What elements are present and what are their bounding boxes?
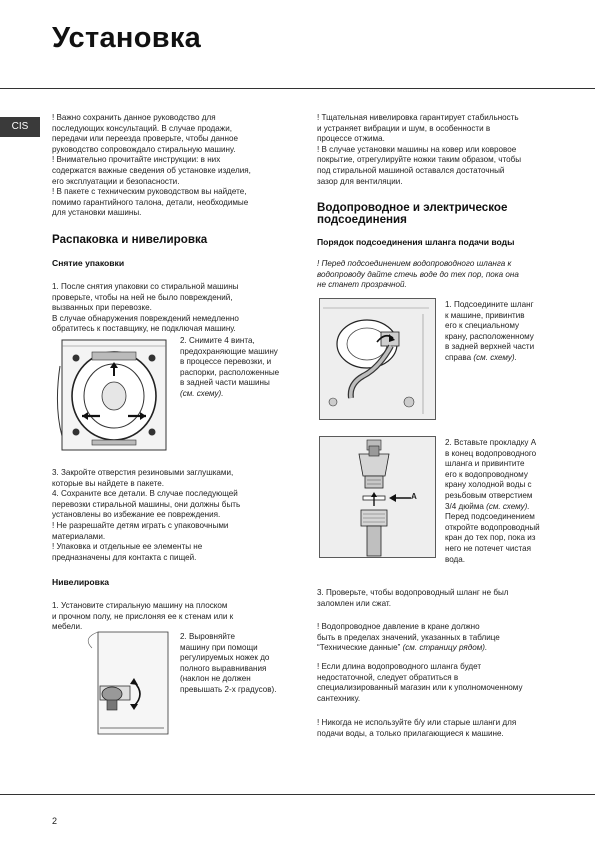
text-line: 3. Проверьте, чтобы водопроводный шланг не был bbox=[317, 588, 509, 597]
scheme-reference: (см. схему). bbox=[473, 352, 517, 362]
hose-step-3 bbox=[317, 588, 563, 609]
text-line: ! В пакете с техническим руководством вы найдете, bbox=[52, 187, 247, 197]
text-line: ! Внимательно прочитайте инструкции: в них bbox=[52, 155, 221, 165]
text-line: перевозки стиральной машины, они должны быть bbox=[52, 499, 241, 509]
text-line: распорки, расположенные bbox=[180, 367, 280, 377]
heading-water-electric-connections bbox=[317, 202, 563, 226]
level-step-2 bbox=[180, 632, 305, 696]
washer-inlet-valve-illustration bbox=[319, 298, 436, 420]
text-line: в процессе перевозки, и bbox=[180, 357, 272, 367]
text-line: ! Перед подсоединением водопроводного шланга к bbox=[317, 259, 512, 268]
heading-line: Водопроводное и электрическое bbox=[317, 201, 508, 214]
text-line: предназначены для контакта с пищей. bbox=[52, 552, 197, 562]
text-line: В случае обнаружения повреждений немедленно bbox=[52, 313, 239, 323]
text-line: специализированный магазин или к уполномоченному bbox=[317, 683, 523, 693]
subheading-leveling: Нивелировка bbox=[52, 577, 110, 587]
text-line: зазор для вентиляции. bbox=[317, 176, 403, 186]
text-line: его к специальному bbox=[445, 321, 520, 331]
language-badge: CIS bbox=[0, 117, 40, 137]
text-line: шланга и привинтите bbox=[445, 459, 525, 469]
text-line: его к водопроводному bbox=[445, 469, 528, 479]
text-line: полного выравнивания bbox=[180, 663, 267, 673]
hose-step-2 bbox=[445, 438, 565, 565]
text-line: ! Если длина водопроводного шланга будет bbox=[317, 662, 482, 671]
text-line: 2. Выровняйте bbox=[180, 632, 236, 641]
unpack-step-1 bbox=[52, 282, 302, 335]
text-line: вода. bbox=[445, 554, 466, 564]
text-line: крану холодной воды с bbox=[445, 480, 532, 490]
text-line: к машине, привинтив bbox=[445, 310, 525, 320]
unpack-steps-3-4 bbox=[52, 468, 302, 563]
text-line: в конец водопроводного bbox=[445, 448, 537, 458]
text-line: и прочном полу, не прислоняя ее к стенам или к bbox=[52, 611, 234, 621]
text-line: 1. Установите стиральную машину на плоском bbox=[52, 601, 228, 610]
text-line: помимо гарантийного талона, детали, необходимые bbox=[52, 197, 249, 207]
text-line: для установки машины. bbox=[52, 208, 142, 218]
text-line: (наклон не должен bbox=[180, 674, 251, 684]
text-line: машину при помощи bbox=[180, 642, 258, 652]
text-line: 1. После снятия упаковки со стиральной машины bbox=[52, 282, 239, 291]
text-line: подачи воды, а только прилагающиеся к машине. bbox=[317, 728, 504, 738]
text-line: ! В случае установки машины на ковер или ковровое bbox=[317, 144, 517, 154]
page-title: Установка bbox=[52, 22, 202, 54]
hose-length-note bbox=[317, 662, 563, 704]
text-line: 3/4 дюйма bbox=[445, 501, 484, 511]
subheading-remove-packaging: Снятие упаковки bbox=[52, 258, 125, 268]
no-used-hoses-note bbox=[317, 718, 563, 739]
text-line: 1. Подсоедините шланг bbox=[445, 300, 534, 309]
text-line: превышать 2-х градусов). bbox=[180, 684, 277, 694]
text-line: ! Не разрешайте детям играть с упаковочными bbox=[52, 520, 229, 530]
text-line: проверьте, чтобы на ней не было повреждений, bbox=[52, 292, 233, 302]
text-line: ! Упаковка и отдельные ее элементы не bbox=[52, 542, 203, 552]
header-rule bbox=[0, 88, 595, 89]
tap-hose-gasket-illustration bbox=[319, 436, 436, 558]
text-line: и устраняет вибрации и шум, в особенности в bbox=[317, 123, 491, 133]
text-line: заломлен или сжат. bbox=[317, 598, 391, 608]
adjustable-foot-illustration bbox=[52, 628, 170, 738]
text-line: справа bbox=[445, 352, 472, 362]
text-line: содержатся важные сведения об установке изделия, bbox=[52, 165, 251, 175]
text-line: 3. Закройте отверстия резиновыми заглушками, bbox=[52, 468, 234, 477]
text-line: установлены во избежание ее повреждения. bbox=[52, 510, 221, 520]
page-reference: (см. страницу рядом). bbox=[402, 643, 488, 653]
text-line: покрытие, отрегулируйте ножки таким образом, чтобы bbox=[317, 155, 522, 165]
text-line: ! Водопроводное давление в кране должно bbox=[317, 622, 480, 631]
text-line: обратитесь к поставщику, не подключая машину. bbox=[52, 324, 236, 334]
text-line: материалами. bbox=[52, 531, 106, 541]
text-line: процессе отжима. bbox=[317, 134, 385, 144]
text-line: него не потечет чистая bbox=[445, 543, 531, 553]
page-number: 2 bbox=[52, 816, 58, 826]
text-line: регулируемых ножек до bbox=[180, 653, 270, 663]
text-line: последующих консультаций. В случае продажи, bbox=[52, 123, 232, 133]
text-line: сантехнику. bbox=[317, 693, 361, 703]
text-line: ! Важно сохранить данное руководство для bbox=[52, 113, 216, 122]
text-line: под стиральной машиной оставался достаточный bbox=[317, 165, 505, 175]
text-line: в задней части машины bbox=[180, 378, 270, 388]
washer-back-transport-screws-illustration bbox=[52, 336, 170, 454]
text-line: вызванных при перевозке. bbox=[52, 303, 152, 313]
flush-water-note bbox=[317, 259, 563, 291]
text-line: Перед подсоединением bbox=[445, 512, 535, 522]
unpack-step-2 bbox=[180, 336, 305, 400]
text-line: откройте водопроводный bbox=[445, 522, 540, 532]
text-line: в задней верхней части bbox=[445, 342, 535, 352]
text-line: которые вы найдете в пакете. bbox=[52, 478, 164, 488]
text-line: предохраняющие машину bbox=[180, 346, 278, 356]
text-line: недостаточной, следует обратиться в bbox=[317, 672, 459, 682]
subheading-hose-connection: Порядок подсоединения шланга подачи воды bbox=[317, 237, 515, 247]
text-line: кран до тех пор, пока из bbox=[445, 533, 536, 543]
text-line: резьбовым отверстием bbox=[445, 490, 533, 500]
leveling-notes bbox=[317, 113, 563, 187]
scheme-reference: (см. схему). bbox=[486, 501, 530, 511]
text-line: мебели. bbox=[52, 622, 83, 632]
text-line: передачи или переезда проверьте, чтобы данное bbox=[52, 134, 238, 144]
text-line: водопроводу дайте стечь воде до тех пор, пока она bbox=[317, 269, 519, 279]
text-line: 2. Вставьте прокладку А bbox=[445, 438, 537, 447]
hose-step-1 bbox=[445, 300, 563, 364]
heading-unpacking: Распаковка и нивелировка bbox=[52, 233, 208, 246]
heading-line: подсоединения bbox=[317, 213, 407, 226]
text-line: крану, расположенному bbox=[445, 331, 534, 341]
text-line: 4. Сохраните все детали. В случае последующей bbox=[52, 489, 238, 499]
water-pressure-note bbox=[317, 622, 563, 654]
text-line: ! Никогда не используйте б/у или старые шланги для bbox=[317, 718, 517, 727]
scheme-reference: (см. схему). bbox=[180, 388, 224, 398]
gasket-label-a: A bbox=[411, 492, 417, 501]
text-line: его эксплуатации и безопасности. bbox=[52, 176, 180, 186]
text-line: 2. Снимите 4 винта, bbox=[180, 336, 255, 345]
text-line: “Технические данные” bbox=[317, 643, 401, 653]
text-line: ! Тщательная нивелировка гарантирует стабильность bbox=[317, 113, 519, 122]
text-line: руководство сопровождало стиральную машину. bbox=[52, 144, 236, 154]
intro-notes bbox=[52, 113, 302, 219]
footer-rule bbox=[0, 794, 595, 795]
text-line: быть в пределах значений, указанных в таблице bbox=[317, 632, 500, 642]
text-line: не станет прозрачной. bbox=[317, 280, 407, 290]
